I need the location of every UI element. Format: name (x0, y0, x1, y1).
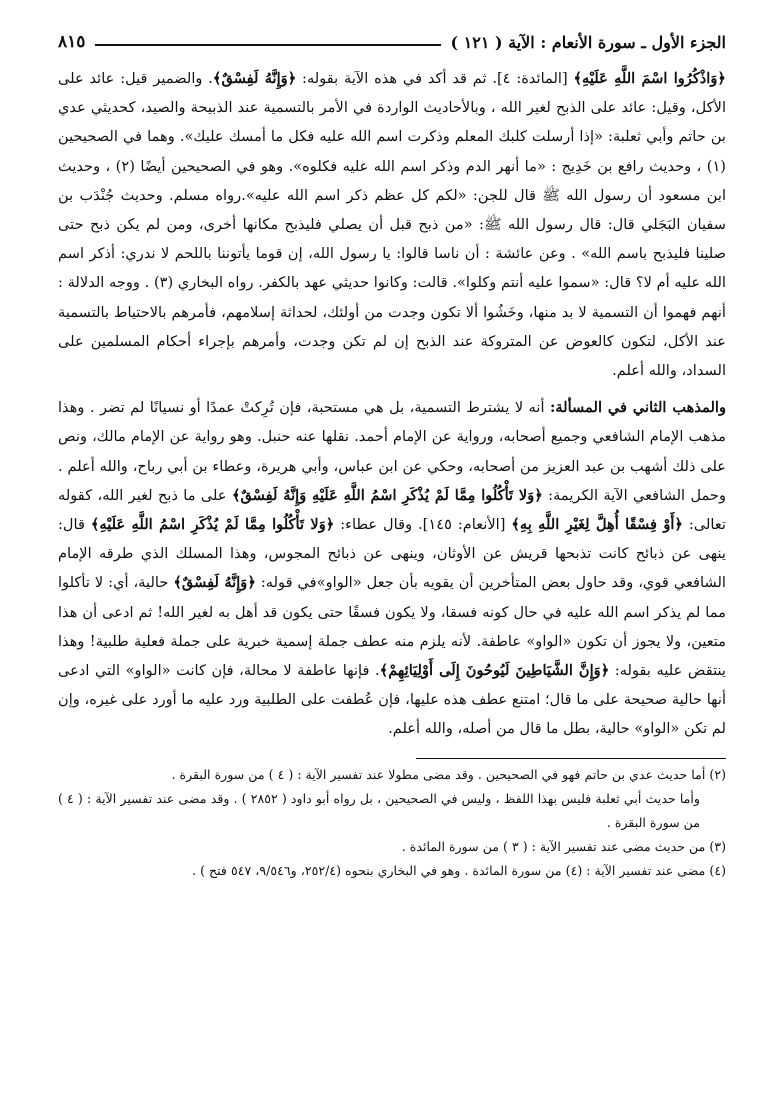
text-run: [المائدة: ٤]. ثم قد أكد في هذه الآية بقوله: (296, 70, 574, 87)
text-run: حالية، أي: لا تأكلوا مما لم يذكر اسم الله عليه في حال كونه فسقا، ولا يكون فسقًا حتى يكون قد أهل به لغير الله! ثم ادعى أن هذا متعين، ولا يجوز أن تكون «الواو» عاطفة. لأنه يلزم منه عطف جملة إسمية خبرية على جملة فعلية طلبية! وهذا ينتقض عليه بقوله: (58, 574, 726, 680)
quran-verse: ﴿وَلا تَأْكُلُوا مِمَّا لَمْ يُذْكَرِ اسْمُ اللَّهِ عَلَيْهِ﴾ (90, 516, 335, 534)
main-text (58, 64, 726, 744)
footnote-3: (٣) من حديث مضى عند تفسير الآية : ( ٣ ) من سورة المائدة . (401, 838, 726, 854)
quran-verse: ﴿وَإِنَّهُ لَفِسْقٌ﴾ (173, 574, 256, 592)
text-run: [الأنعام: ١٤٥]. وقال عطاء: (334, 516, 512, 534)
paragraph-second-opinion (58, 393, 726, 743)
footnote-4: (٤) مضى عند تفسير الآية : (٤) من سورة المائدة . وهو في البخاري بنحوه (٢٥٢/٤، و٩/٥٤٦، ٥٤٧ فتح ) . (192, 862, 726, 878)
running-header (58, 28, 726, 56)
quran-verse: ﴿وَاذْكُرُوا اسْمَ اللَّهِ عَلَيْهِ﴾ (573, 70, 726, 87)
text-run: على ما ذبح لغير الله، كقوله تعالى: (58, 486, 726, 534)
text-run: قال: ينهى عن ذبائح كانت تذبحها قريش عن الأوثان، وينهى عن ذبائح المجوس، وهذا المسلك الذي طرقه الإمام الشافعي قوي، وقد حاول بعض المتأخرين أن يقويه بأن جعل «الواو»في قوله: (58, 516, 726, 592)
footnote-2-continued: وأما حديث أبي ثعلبة فليس بهذا اللفظ ، وليس في الصحيحين ، بل رواه أبو داود ( ٢٨٥٢ ) . وقد مضى عند تفسير الآية : ( ٤ ) من سورة البقرة . (58, 790, 700, 830)
book-page (58, 28, 726, 1088)
text-run: . والضمير قيل: عائد على الأكل، وقيل: عائد على الذبح لغير الله ، وبالأحاديث الواردة في الأمر بالتسمية عند الذبيحة والصيد، كحديثي عدي بن حاتم وأبي ثعلبة: «إذا أرسلت كلبك المعلم وذكرت اسم الله عليه فكل ما أمسك عليك». وهما في الصحيحين (١) ، وحديث رافع بن خَدِيج : «ما أنهر الدم وذكر اسم الله عليه فكلوه». وهو في الصحيحين أيضًا (٢) ، وحديث ابن مسعود أن رسول الله ﷺ قال للجن: «لكم كل عظم ذكر اسم الله عليه».رواه مسلم. وحديث جُنْدَب بن سفيان البَجَلي قال: قال رسول الله ﷺ: «من ذبح قبل أن يصلي فليذبح مكانها أخرى، ومن لم يكن ذبح حتى صلينا فليذبح باسم الله» . وعن عائشة : أن ناسا قالوا: يا رسول الله، إن قوما يأتوننا باللحم لا ندري: أذكر اسم الله عليه أم لا؟ قال: «سموا عليه أنتم وكلوا». قالت: وكانوا حديثي عهد بالكفر. رواه البخاري (٣) . ووجه الدلالة : أنهم فهموا أن التسمية لا بد منها، وخَشُوا ألا تكون وجدت من أولئك، لحداثة إسلامهم، فأمرهم بالاحتياط بالتسمية عند الأكل، لتكون كالعوض عن المتروكة عند الذبح إن لم تكن وجدت، وأمرهم بإجراء أحكام المسلمين على السداد، والله أعلم. (58, 70, 726, 380)
text-run: . فإنها عاطفة لا محالة، فإن كانت «الواو» التي ادعى أنها حالية صحيحة على ما قال؛ امتنع عطف هذه عليها، فإن عُطفت على الطلبية ورد عليه ما أورد على غيره، وإن لم تكن «الواو» حالية، بطل ما قال من أصله، والله أعلم. (58, 662, 726, 738)
quran-verse: ﴿وَلا تَأْكُلُوا مِمَّا لَمْ يُذْكَرِ اسْمُ اللَّهِ عَلَيْهِ وَإِنَّهُ لَفِسْقٌ﴾ (231, 486, 543, 504)
footnote-separator (416, 758, 726, 759)
footnote-2: (٢) أما حديث عدي بن حاتم فهو في الصحيحين . وقد مضى مطولا عند تفسير الآية : ( ٤ ) من سورة البقرة . (171, 766, 726, 782)
quran-verse: ﴿أَوْ فِسْقًا أُهِلَّ لِغَيْرِ اللَّهِ بِهِ﴾ (511, 516, 683, 534)
header-title: الجزء الأول ـ سورة الأنعام : الآية ( ١٢١ ) (450, 32, 726, 52)
quran-verse: ﴿وَإِنَّهُ لَفِسْقٌ﴾ (212, 70, 297, 87)
text-run: أنه لا يشترط التسمية، بل هي مستحبة، فإن تُرِكتْ عمدًا أو نسيانًا لم تضر . وهذا مذهب الإمام الشافعي وجميع أصحابه، ورواية عن الإمام أحمد. نقلها عنه حنبل. وهو رواية عن الإمام مالك، ونص على ذلك أشهب بن عبد العزيز من أصحابه، وحكي عن ابن عباس، وأبي هريرة، وعطاء بن أبي رباح، والله أعلم . وحمل الشافعي الآية الكريمة: (58, 399, 727, 504)
section-lead: والمذهب الثاني في المسألة: (549, 399, 726, 417)
footnotes (58, 763, 726, 883)
page-number: ٨١٥ (58, 32, 86, 52)
paragraph-first (58, 64, 726, 385)
header-rule (95, 44, 440, 46)
quran-verse: ﴿وَإِنَّ الشَّيَاطِينَ لَيُوحُونَ إِلَى أَوْلِيَائِهِمْ﴾ (379, 662, 610, 680)
